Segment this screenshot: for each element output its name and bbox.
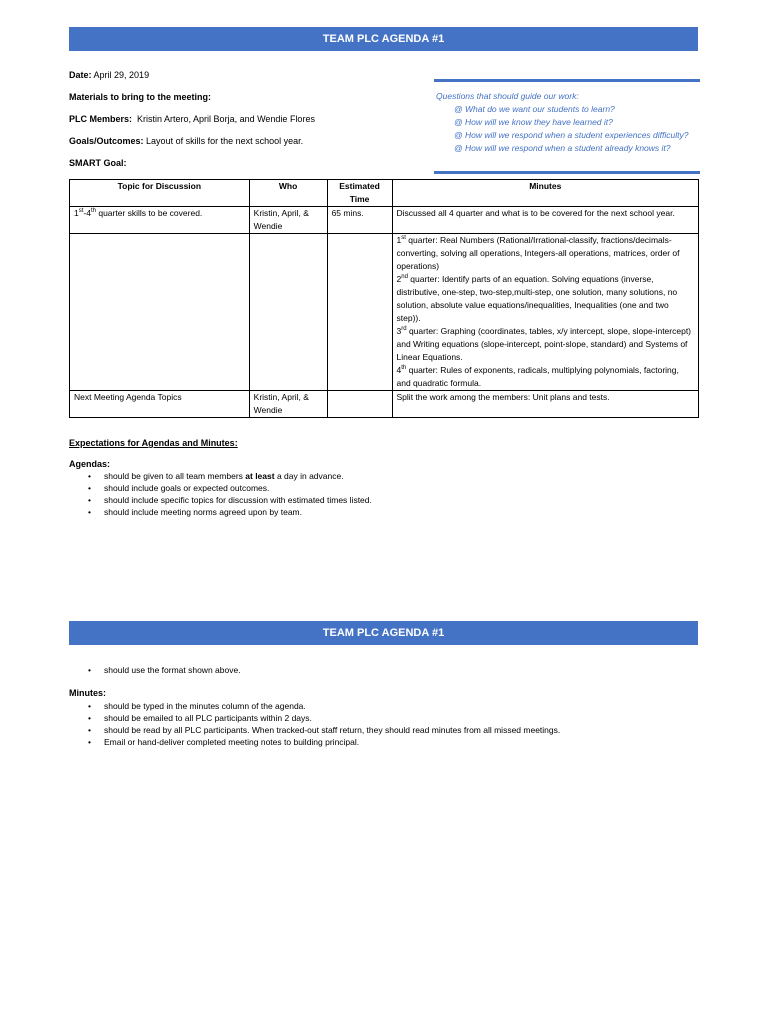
list-item-text: a day in advance. (274, 471, 344, 481)
minutes-cell: Split the work among the members: Unit plans and tests. (392, 391, 698, 418)
agenda-table (69, 179, 699, 418)
quarter-text: quarter: Rules of exponents, radicals, multiplying polynomials, factoring, and quadratic formula. (396, 365, 679, 388)
date-label: Date: (69, 70, 92, 80)
quarter-number: 3 (396, 326, 402, 336)
quarter-number: 4 (396, 365, 402, 375)
header-time: Estimated Time (327, 180, 392, 207)
quarter-3-note (397, 325, 694, 364)
topic-superscript: st (78, 208, 84, 215)
guiding-question: @ What do we want our students to learn? (454, 104, 615, 114)
header-who: Who (249, 180, 327, 207)
members-row (69, 114, 315, 124)
agendas-list-continued (69, 664, 241, 676)
quarter-number: 2 (396, 274, 402, 284)
quarter-superscript: th (401, 365, 407, 372)
header-topic: Topic for Discussion (70, 180, 250, 207)
who-cell: Kristin, April, & Wendie (249, 391, 327, 418)
quarter-text: quarter: Identify parts of an equation. Solving equations (inverse, distributive, one-step, two-step,multi-step, one solution, many solutions, no solution, absolute value equations/inequalities, Inequalities (one and two step)). (396, 274, 678, 323)
agendas-list (69, 470, 372, 518)
quarter-number: 1 (396, 235, 402, 245)
bullet-icon: • (88, 483, 91, 493)
minutes-list (69, 700, 560, 748)
table-header-row (70, 180, 699, 207)
quarter-2-note (397, 273, 694, 325)
bullet-icon: • (88, 471, 91, 481)
topic-superscript: th (90, 208, 96, 215)
bullet-icon: • (88, 665, 91, 675)
list-item-text: should be given to all team members (104, 471, 246, 481)
bullet-icon: • (88, 495, 91, 505)
date-value: April 29, 2019 (93, 70, 150, 80)
agenda-title-banner-page-2 (69, 621, 698, 645)
quarter-superscript: nd (401, 274, 408, 281)
topic-cell (70, 207, 250, 234)
list-item-text: should be emailed to all PLC participants within 2 days. (104, 713, 312, 723)
goals-value: Layout of skills for the next school year. (146, 136, 304, 146)
list-item (69, 712, 560, 724)
list-item (69, 664, 241, 676)
agenda-title: TEAM PLC AGENDA #1 (322, 627, 445, 639)
list-item-text: should include meeting norms agreed upon by team. (104, 507, 302, 517)
materials-label: Materials to bring to the meeting: (69, 92, 212, 102)
bullet-icon: • (88, 713, 91, 723)
table-row (70, 391, 699, 418)
list-item-text: should be typed in the minutes column of the agenda. (104, 701, 306, 711)
guiding-question: @ How will we respond when a student experiences difficulty? (454, 130, 689, 140)
bullet-icon: • (88, 701, 91, 711)
goals-label: Goals/Outcomes: (69, 136, 144, 146)
table-row (70, 207, 699, 234)
topic-text: -4 (83, 208, 91, 218)
minutes-cell: Discussed all 4 quarter and what is to be covered for the next school year. (392, 207, 698, 234)
list-item (69, 724, 560, 736)
date-row (69, 70, 149, 80)
list-item (69, 482, 372, 494)
materials-row (69, 92, 211, 102)
guiding-question: @ How will we know they have learned it? (454, 117, 613, 127)
topic-cell: Next Meeting Agenda Topics (70, 391, 250, 418)
list-item-text: should use the format shown above. (104, 665, 241, 675)
topic-cell (70, 234, 250, 391)
list-item-emphasis: at least (245, 471, 275, 481)
smart-goal-label: SMART Goal: (69, 158, 127, 168)
header-minutes: Minutes (392, 180, 698, 207)
time-cell (327, 391, 392, 418)
quarter-text: quarter: Graphing (coordinates, tables, x/y intercept, slope, slope-intercept) and Writing equations (slope-intercept, point-slope, standard) and Systems of Linear Equations. (396, 326, 692, 362)
table-row (70, 234, 699, 391)
quarter-1-note (397, 234, 694, 273)
who-cell: Kristin, April, & Wendie (249, 207, 327, 234)
expectations-heading: Expectations for Agendas and Minutes: (69, 438, 238, 448)
minutes-label: Minutes: (69, 688, 106, 698)
list-item (69, 506, 372, 518)
who-cell (249, 234, 327, 391)
guiding-questions-box (434, 79, 700, 174)
members-label: PLC Members: (69, 114, 133, 124)
list-item-text: Email or hand-deliver completed meeting notes to building principal. (104, 737, 360, 747)
list-item (69, 700, 560, 712)
members-value: Kristin Artero, April Borja, and Wendie Flores (137, 114, 315, 124)
quarter-superscript: rd (401, 326, 407, 333)
minutes-cell (392, 234, 698, 391)
agendas-label: Agendas: (69, 459, 111, 469)
topic-text: quarter skills to be covered. (95, 208, 203, 218)
guiding-question: @ How will we respond when a student already knows it? (454, 143, 671, 153)
quarter-4-note (397, 364, 694, 390)
guiding-questions-title: Questions that should guide our work: (436, 91, 579, 101)
quarter-text: quarter: Real Numbers (Rational/Irrational-classify, fractions/decimals-converting, solving all operations, Integers-all operations, matrices, order of operations) (396, 235, 680, 271)
smart-goal-row (69, 158, 127, 168)
agenda-title: TEAM PLC AGENDA #1 (322, 33, 445, 45)
agenda-title-banner (69, 27, 698, 51)
time-cell (327, 234, 392, 391)
goals-row (69, 136, 303, 146)
list-item (69, 736, 560, 748)
topic-text: 1 (74, 208, 79, 218)
quarter-superscript: st (401, 235, 406, 242)
list-item (69, 470, 372, 482)
bullet-icon: • (88, 507, 91, 517)
bullet-icon: • (88, 725, 91, 735)
list-item-text: should include goals or expected outcomes. (104, 483, 270, 493)
bullet-icon: • (88, 737, 91, 747)
list-item-text: should be read by all PLC participants. When tracked-out staff return, they should read minutes from all missed meetings. (104, 725, 561, 735)
time-cell: 65 mins. (327, 207, 392, 234)
list-item-text: should include specific topics for discussion with estimated times listed. (104, 495, 372, 505)
list-item (69, 494, 372, 506)
